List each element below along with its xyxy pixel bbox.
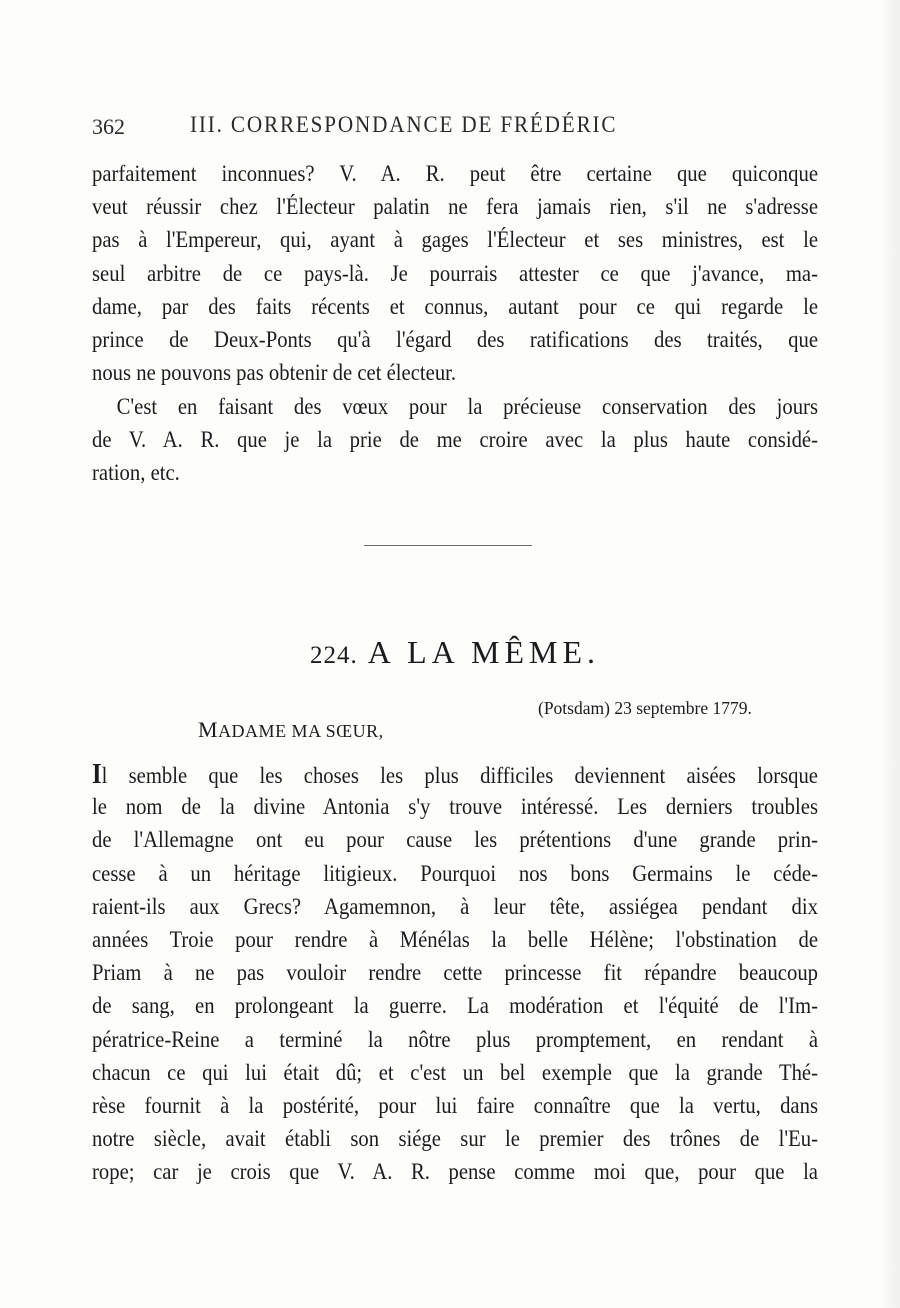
text-line: seul arbitre de ce pays-là. Je pourrais attester ce que j'avance, ma- — [92, 260, 818, 287]
text-line: nous ne pouvons pas obtenir de cet électeur. — [92, 360, 457, 387]
text-line: dame, par des faits récents et connus, autant pour ce qui regarde le — [92, 293, 818, 320]
text-line: de l'Allemagne ont eu pour cause les prétentions d'une grande prin- — [92, 827, 818, 854]
text-line-first — [92, 758, 818, 791]
letter-body — [92, 758, 818, 1189]
text-line: de V. A. R. que je la prie de me croire avec la plus haute considé- — [92, 427, 818, 454]
text-line: cesse à un héritage litigieux. Pourquoi nos bons Germains le céde- — [92, 860, 818, 887]
continuation-paragraph-1 — [92, 158, 818, 390]
text-line: notre siècle, avait établi son siége sur le premier des trônes de l'Eu- — [92, 1126, 818, 1153]
section-divider — [364, 545, 532, 546]
text-line: rèse fournit à la postérité, pour lui faire connaître que la vertu, dans — [92, 1092, 818, 1119]
page-number: 362 — [92, 114, 125, 139]
text-line: ration, etc. — [92, 460, 180, 487]
first-line-rest: l semble que les choses les plus difficiles deviennent aisées lorsque — [101, 763, 818, 789]
text-line: pas à l'Empereur, qui, ayant à gages l'Électeur et ses ministres, est le — [92, 227, 818, 254]
text-line: de sang, en prolongeant la guerre. La modération et l'équité de l'Im- — [92, 993, 818, 1020]
text-line: prince de Deux-Ponts qu'à l'égard des ratifications des traités, que — [92, 326, 818, 353]
drop-initial: I — [92, 759, 102, 790]
text-line: pératrice-Reine a terminé la nôtre plus promptement, en rendant à — [92, 1026, 818, 1053]
text-line: Priam à ne pas vouloir rendre cette princesse fit répandre beaucoup — [92, 960, 818, 987]
salutation-rest: ADAME MA SŒUR, — [218, 721, 384, 741]
letter-dateline: (Potsdam) 23 septembre 1779. — [538, 698, 752, 718]
text-line: rope; car je crois que V. A. R. pense comme moi que, pour que la — [92, 1159, 818, 1186]
running-head — [92, 110, 818, 140]
text-line: raient-ils aux Grecs? Agamemnon, à leur tête, assiégea pendant dix — [92, 893, 818, 920]
page-edge-shadow — [882, 0, 900, 1308]
letter-heading — [92, 634, 818, 671]
letter-title: A LA MÊME. — [367, 634, 600, 670]
letter-number: 224. — [310, 642, 358, 669]
running-head-title: III. CORRESPONDANCE DE FRÉDÉRIC — [190, 112, 618, 137]
salutation-initial: M — [198, 717, 219, 742]
continuation-paragraph-2 — [92, 391, 818, 491]
text-line: parfaitement inconnues? V. A. R. peut être certaine que quiconque — [92, 161, 818, 187]
text-line: C'est en faisant des vœux pour la précieuse conservation des jours — [116, 394, 818, 420]
text-line: chacun ce qui lui était dû; et c'est un bel exemple que la grande Thé- — [92, 1059, 818, 1086]
text-line: veut réussir chez l'Électeur palatin ne fera jamais rien, s'il ne s'adresse — [92, 194, 818, 221]
letter-salutation — [198, 717, 384, 743]
text-line: le nom de la divine Antonia s'y trouve intéressé. Les derniers troubles — [92, 794, 818, 821]
text-line: années Troie pour rendre à Ménélas la belle Hélène; l'obstination de — [92, 926, 818, 953]
